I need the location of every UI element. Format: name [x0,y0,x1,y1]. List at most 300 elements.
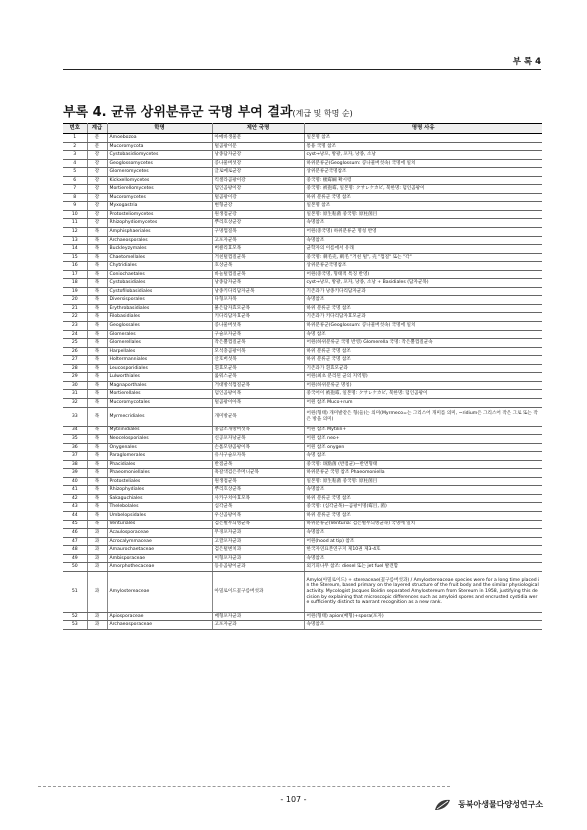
cell-scientific-name: Mucoromycotales [107,398,212,407]
cell-number: 53 [63,621,87,630]
cell-scientific-name: Buckleyzymales [107,245,212,254]
table-row [63,529,542,538]
cell-scientific-name: Mytilinidiales [107,426,212,435]
leaf-logo-icon [433,798,453,812]
cell-number: 6 [63,176,87,185]
cell-reason: 속명참조 [304,554,542,563]
cell-rank: 목 [87,469,107,478]
table-row [63,322,542,331]
cell-number: 50 [63,563,87,572]
cell-rank: 목 [87,390,107,399]
cell-number: 17 [63,270,87,279]
column-header-rank: 계급 [87,124,107,134]
cell-korean-name: 고포자균과 [212,621,304,630]
cell-scientific-name: Amaurochaetaceae [107,546,212,555]
cell-number: 10 [63,210,87,219]
cell-scientific-name: Protosteliales [107,477,212,486]
table-row [63,219,542,228]
cell-korean-name: 룰워스균목 [212,373,304,382]
table-row [63,571,542,612]
cell-rank: 목 [87,407,107,426]
cell-korean-name: 덤인곰팡이목 [212,390,304,399]
cell-scientific-name: Filobasidiales [107,313,212,322]
cell-korean-name: 이형포자균과 [212,554,304,563]
cell-number: 35 [63,435,87,444]
cell-number: 37 [63,452,87,461]
table-row [63,426,542,435]
table-row [63,270,542,279]
cell-rank: 목 [87,253,107,262]
cell-reason: 중국명: 梳霉綱 확시령 [304,176,542,185]
cell-rank: 목 [87,426,107,435]
cell-scientific-name: Erythrobasidiales [107,304,212,313]
cell-rank: 목 [87,236,107,245]
cell-scientific-name: Phacidiales [107,460,212,469]
document-title [63,101,543,120]
table-row [63,245,542,254]
cell-reason: 어원 참조 onygen [304,443,542,452]
cell-reason: 속명참조 [304,219,542,228]
cell-scientific-name: Mortierellomycetes [107,185,212,194]
cell-number: 28 [63,364,87,373]
cell-rank: 목 [87,503,107,512]
cell-reason: 하위 분류군 국명 참조 [304,494,542,503]
cell-reason: 외기피나무 참조: diesel 또는 jet fuel 발견함 [304,563,542,572]
cell-rank: 목 [87,245,107,254]
cell-scientific-name: Neocelosporiales [107,435,212,444]
cell-rank: 목 [87,435,107,444]
title-sub: (계급 및 학명 순) [292,109,353,118]
cell-korean-name: 낭종담자균목 [212,279,304,288]
cell-scientific-name: Lulworthiales [107,373,212,382]
cell-korean-name: 무경포자균과 [212,529,304,538]
cell-rank: 과 [87,529,107,538]
cell-reason: Amylo(아밀로이드) + stereaceae(꽃구름버섯과) / Amylostereaceae species were for a long time placed in the Stereum, based primary on the layered structure of the fruit body and the similar physiological activity. Mycologist Jacques Boidin separated Amylostereum from Stereum in 1958, justifying this decision by explaining that microscopic differences such as amyloid spores and encrusted cystidia were sufficiently distinct to warrant recognition as a new rank. [304,571,542,612]
cell-reason: 하위 분류군 국명 참조 [304,511,542,520]
cell-scientific-name: Mucoromycota [107,142,212,151]
cell-rank: 강 [87,193,107,202]
cell-scientific-name: Geoglossomycetes [107,159,212,168]
cell-reason: 중국명: (심각균목)—곰팡이명(霉目, 菌) [304,503,542,512]
cell-number: 42 [63,494,87,503]
cell-rank: 목 [87,330,107,339]
table-row [63,554,542,563]
cell-scientific-name: Venturiales [107,520,212,529]
cell-scientific-name: Umbelopsidales [107,511,212,520]
cell-number: 23 [63,322,87,331]
cell-scientific-name: Leucosporidiales [107,364,212,373]
cell-reason: 하위 분류군 국명 참조 [304,193,542,202]
cell-scientific-name: Diversisporales [107,296,212,305]
table-row [63,176,542,185]
cell-scientific-name: Chytridiales [107,262,212,271]
cell-number: 7 [63,185,87,194]
cell-reason: 하위 분류군 국명 참조 [304,347,542,356]
cell-rank: 목 [87,287,107,296]
title-main: 부록 4. 균류 상위분류군 국명 부여 결과 [63,105,293,120]
cell-reason: 일본명: 原生粘菌 중국명: 原柱菌目 [304,210,542,219]
table-row [63,185,542,194]
cell-scientific-name: Magnaporthales [107,381,212,390]
cell-reason: 속명참조 [304,486,542,495]
cell-scientific-name: Acrocalymmaceae [107,537,212,546]
cell-scientific-name: Rhizophydiomycetes [107,219,212,228]
cell-scientific-name: Amphisphaeriales [107,228,212,237]
cell-rank: 목 [87,443,107,452]
table-row [63,339,542,348]
table-row [63,477,542,486]
cell-rank: 강 [87,185,107,194]
cell-scientific-name: Acaulosporaceae [107,529,212,538]
table-row [63,287,542,296]
cell-korean-name: 구멍껍질목 [212,228,304,237]
cell-scientific-name: Glomerellales [107,339,212,348]
cell-korean-name: 털곰팡이아목 [212,398,304,407]
cell-reason: 어원(하위분류군 명칭) [304,381,542,390]
cell-reason: 일본명: 原生粘菌 중국명: 原柱菌目 [304,477,542,486]
table-row [63,443,542,452]
cell-number: 14 [63,245,87,254]
cell-korean-name: 콩나물버섯강 [212,159,304,168]
section-label: 부 록 4 [512,57,541,67]
table-row [63,435,542,444]
table-row [63,193,542,202]
cell-number: 26 [63,347,87,356]
cell-korean-name: 등유곰팡이균과 [212,563,304,572]
cell-rank: 목 [87,322,107,331]
cell-number: 47 [63,537,87,546]
cell-korean-name: 뿌리호상균목 [212,486,304,495]
cell-reason: 어원 참조 neo+ [304,435,542,444]
table-row [63,469,542,478]
cell-korean-name: 산호버섯목 [212,356,304,365]
cell-reason: 어원(하위분류군 국명 반영) Glomerella 국명: 작은뿔껍질균속 [304,339,542,348]
table-row [63,168,542,177]
cell-korean-name: 콩나물버섯목 [212,322,304,331]
cell-number: 46 [63,529,87,538]
cell-korean-name: 버클리효모목 [212,245,304,254]
cell-number: 16 [63,262,87,271]
cell-rank: 목 [87,381,107,390]
cell-korean-name: 낭종담자균강 [212,151,304,160]
cell-korean-name: 신공포자낭균목 [212,435,304,444]
column-header-scientific-name: 학명 [107,124,212,134]
cell-reason: 기존과가 낭종키다리담자균과 [304,287,542,296]
cell-rank: 목 [87,460,107,469]
cell-reason: 일본명 참조 [304,134,542,143]
cell-rank: 강 [87,210,107,219]
cell-scientific-name: Holtermanniales [107,356,212,365]
institute-logo [433,794,543,810]
cell-korean-name: 킥셀라곰팡이강 [212,176,304,185]
cell-reason: 어원(중국명, 형태적 특징 반영) [304,270,542,279]
table-row [63,621,542,630]
cell-korean-name: 글로메로균강 [212,168,304,177]
cell-scientific-name: Thelebolales [107,503,212,512]
table-row [63,511,542,520]
cell-korean-name: 원생점균목 [212,477,304,486]
cell-rank: 문 [87,134,107,143]
cell-number: 22 [63,313,87,322]
table-row [63,373,542,382]
cell-korean-name: 흰효모균목 [212,364,304,373]
cell-number: 41 [63,486,87,495]
cell-reason: 기존과가 흰효모균과 [304,364,542,373]
header-rule [63,69,541,70]
table-row [63,296,542,305]
table-row [63,563,542,572]
cell-scientific-name: Ambisporaceae [107,554,212,563]
cell-scientific-name: Cystobasidiales [107,279,212,288]
cell-reason: 어원(형태) 개미발같은 형(들)는 의미(Myrmeco=는 그리스어 개미를 의미, ~ridium은 그리스어 작은 그로 또는 작은 방을 의미) [304,407,542,426]
cell-number: 9 [63,202,87,211]
cell-scientific-name: Cystofilobasidiales [107,287,212,296]
cell-rank: 강 [87,176,107,185]
cell-korean-name: 심각균목 [212,503,304,512]
cell-rank: 과 [87,621,107,630]
cell-rank: 목 [87,304,107,313]
cell-rank: 목 [87,313,107,322]
footer-rule [38,786,450,787]
cell-reason: 하위 분류군 국명 참조 [304,304,542,313]
cell-korean-name: 덤인곰팡이강 [212,185,304,194]
cell-rank: 목 [87,364,107,373]
cell-number: 11 [63,219,87,228]
cell-scientific-name: Amylostereaceae [107,571,212,612]
cell-korean-name: 변형균강 [212,202,304,211]
cell-number: 52 [63,612,87,621]
table-row [63,520,542,529]
cell-scientific-name: Rhizophydiales [107,486,212,495]
cell-scientific-name: Myrmecridiales [107,407,212,426]
cell-number: 45 [63,520,87,529]
cell-korean-name: 다형포자목 [212,296,304,305]
cell-korean-name: 거친털껍질균목 [212,253,304,262]
cell-reason: 속명 참조 [304,330,542,339]
table-row [63,134,542,143]
cell-korean-name: 홍합조개방버섯목 [212,426,304,435]
cell-rank: 강 [87,202,107,211]
cell-korean-name: 고깔포자균과 [212,537,304,546]
cell-scientific-name: Amoebozoa [107,134,212,143]
cell-korean-name: 검은털변치과 [212,546,304,555]
cell-scientific-name: Protosteliomycetes [107,210,212,219]
cell-korean-name: 검은별무늬병균목 [212,520,304,529]
cell-reason: 속명참조 [304,236,542,245]
cell-scientific-name: Geoglossales [107,322,212,331]
cell-number: 4 [63,159,87,168]
cell-reason: cyst→낭포, 방광, 포자, 낭종, 소낭 + Basidiales (담자균목) [304,279,542,288]
cell-reason: 균학자의 이름에서 유래 [304,245,542,254]
cell-number: 39 [63,469,87,478]
page-header [63,55,541,68]
cell-number: 43 [63,503,87,512]
cell-number: 21 [63,304,87,313]
table-row [63,330,542,339]
cell-number: 44 [63,511,87,520]
cell-number: 24 [63,330,87,339]
cell-korean-name: 사카구치아효모목 [212,494,304,503]
table-row [63,546,542,555]
cell-reason: 어원(최초 분리된 균의 지역명) [304,373,542,382]
table-row [63,253,542,262]
table-row [63,381,542,390]
cell-rank: 과 [87,546,107,555]
table-row [63,452,542,461]
cell-number: 20 [63,296,87,305]
cell-rank: 과 [87,563,107,572]
cell-reason: 하위분류군 국명 참조 Phaeomoniella [304,469,542,478]
cell-scientific-name: Mucoromycetes [107,193,212,202]
cell-reason: cyst→낭포, 방광, 포자, 낭종, 소낭 [304,151,542,160]
cell-rank: 과 [87,612,107,621]
table-row [63,407,542,426]
cell-reason: 중국어이 被孢霉, 일본명: クサレケカビ, 북한명: 덤인곰팡이 [304,390,542,399]
table-row [63,494,542,503]
table-row [63,460,542,469]
cell-scientific-name: Glomeromycetes [107,168,212,177]
cell-number: 34 [63,426,87,435]
cell-scientific-name: Onygenales [107,443,212,452]
cell-korean-name: 개미방균목 [212,407,304,426]
cell-rank: 목 [87,511,107,520]
cell-rank: 강 [87,168,107,177]
column-header-reason: 명명 사유 [304,124,542,134]
cell-scientific-name: Archaeosporaceae [107,621,212,630]
cell-korean-name: 작은뿔껍질균목 [212,339,304,348]
cell-scientific-name: Cystobasidiomycetes [107,151,212,160]
cell-korean-name: 붉은담자효모균목 [212,304,304,313]
cell-rank: 목 [87,270,107,279]
cell-scientific-name: Chaetomellales [107,253,212,262]
cell-reason: 하위분류군(Geoglossum: 콩나물버섯속) 국명에 일치 [304,159,542,168]
cell-number: 48 [63,546,87,555]
cell-reason: 어원(중국명) 하위분류군 명칭 반영 [304,228,542,237]
table-row [63,236,542,245]
cell-rank: 목 [87,452,107,461]
cell-number: 3 [63,151,87,160]
cell-rank: 목 [87,356,107,365]
cell-reason: 기존과가 키다리담자효모균과 [304,313,542,322]
cell-reason: 속명참조 [304,296,542,305]
cell-rank: 과 [87,571,107,612]
cell-korean-name: 털곰팡이문 [212,142,304,151]
cell-rank: 목 [87,279,107,288]
logo-text: 동북아생물다양성연구소 [458,800,544,809]
table-row [63,279,542,288]
cell-rank: 목 [87,494,107,503]
cell-rank: 강 [87,159,107,168]
cell-rank: 목 [87,398,107,407]
cell-number: 25 [63,339,87,348]
cell-rank: 강 [87,219,107,228]
cell-scientific-name: Paraglomerales [107,452,212,461]
cell-scientific-name: Archaeosporales [107,236,212,245]
cell-number: 2 [63,142,87,151]
cell-reason: 하위 분류군 국명 참조 [304,356,542,365]
cell-reason: 하위분류군(Venturia: 검은별무늬병균속) 국명에 일치 [304,520,542,529]
cell-rank: 문 [87,142,107,151]
cell-rank: 목 [87,347,107,356]
cell-number: 19 [63,287,87,296]
cell-number: 32 [63,398,87,407]
cell-number: 8 [63,193,87,202]
cell-number: 40 [63,477,87,486]
table-body [63,134,542,630]
cell-korean-name: 구슬포자균목 [212,330,304,339]
cell-korean-name: 낭종키다리담자균목 [212,287,304,296]
cell-rank: 목 [87,339,107,348]
cell-number: 12 [63,228,87,237]
table-row [63,612,542,621]
cell-korean-name: 아밀로이드꽃구름버섯과 [212,571,304,612]
cell-number: 5 [63,168,87,177]
column-header-korean-name: 제안 국명 [212,124,304,134]
table-row [63,503,542,512]
table-row [63,486,542,495]
cell-reason: 어원(hood at tip) 참조 [304,537,542,546]
cell-scientific-name: Kickxellomycetes [107,176,212,185]
cell-reason: 중국명: 斑點菌 (반점균)—반면형태 [304,460,542,469]
cell-scientific-name: Amorphothecaceae [107,563,212,572]
table-row [63,347,542,356]
cell-korean-name: 원생점균강 [212,210,304,219]
table-row [63,142,542,151]
cell-korean-name: 키다리담자효균목 [212,313,304,322]
cell-korean-name: 고포자균목 [212,236,304,245]
classification-table [63,123,542,630]
cell-number: 27 [63,356,87,365]
cell-korean-name: 흑갈색검은주머니균목 [212,469,304,478]
cell-scientific-name: Phaeomoniellales [107,469,212,478]
cell-reason: 일본명 참조 [304,202,542,211]
table-row [63,228,542,237]
cell-korean-name: 뿌리호상균강 [212,219,304,228]
cell-number: 51 [63,571,87,612]
table-row [63,262,542,271]
cell-number: 49 [63,554,87,563]
cell-number: 1 [63,134,87,143]
cell-reason: 속명 참조 [304,452,542,461]
page-number: - 107 - [280,795,307,804]
cell-rank: 목 [87,486,107,495]
cell-korean-name: 손톱모양곰팡이목 [212,443,304,452]
cell-rank: 과 [87,537,107,546]
cell-scientific-name: Apiosporaceae [107,612,212,621]
cell-number: 30 [63,381,87,390]
cell-korean-name: 유사구슬포자목 [212,452,304,461]
cell-korean-name: 바늘털껍질균목 [212,270,304,279]
cell-reason: 속명참조 [304,529,542,538]
cell-reason: 중국명: 刺毛壳, 刺毛 "거친 털", 壳 "껍질" 또는 "각" [304,253,542,262]
cell-rank: 강 [87,151,107,160]
cell-korean-name: 호상균목 [212,262,304,271]
cell-rank: 목 [87,373,107,382]
table-row [63,304,542,313]
cell-reason: 중국명: 被孢霉, 일본명: クサレケカビ, 북한명: 덤인곰팡이 [304,185,542,194]
cell-reason: 어원 참조 Muco+rum [304,398,542,407]
table-row [63,398,542,407]
cell-scientific-name: Harpellales [107,347,212,356]
cell-korean-name: 거대방석껍질균목 [212,381,304,390]
cell-reason: 어원(형태) apion(배형)+spora(포자) [304,612,542,621]
cell-rank: 목 [87,262,107,271]
table-row [63,210,542,219]
cell-scientific-name: Glomerales [107,330,212,339]
cell-number: 15 [63,253,87,262]
cell-number: 13 [63,236,87,245]
cell-number: 38 [63,460,87,469]
